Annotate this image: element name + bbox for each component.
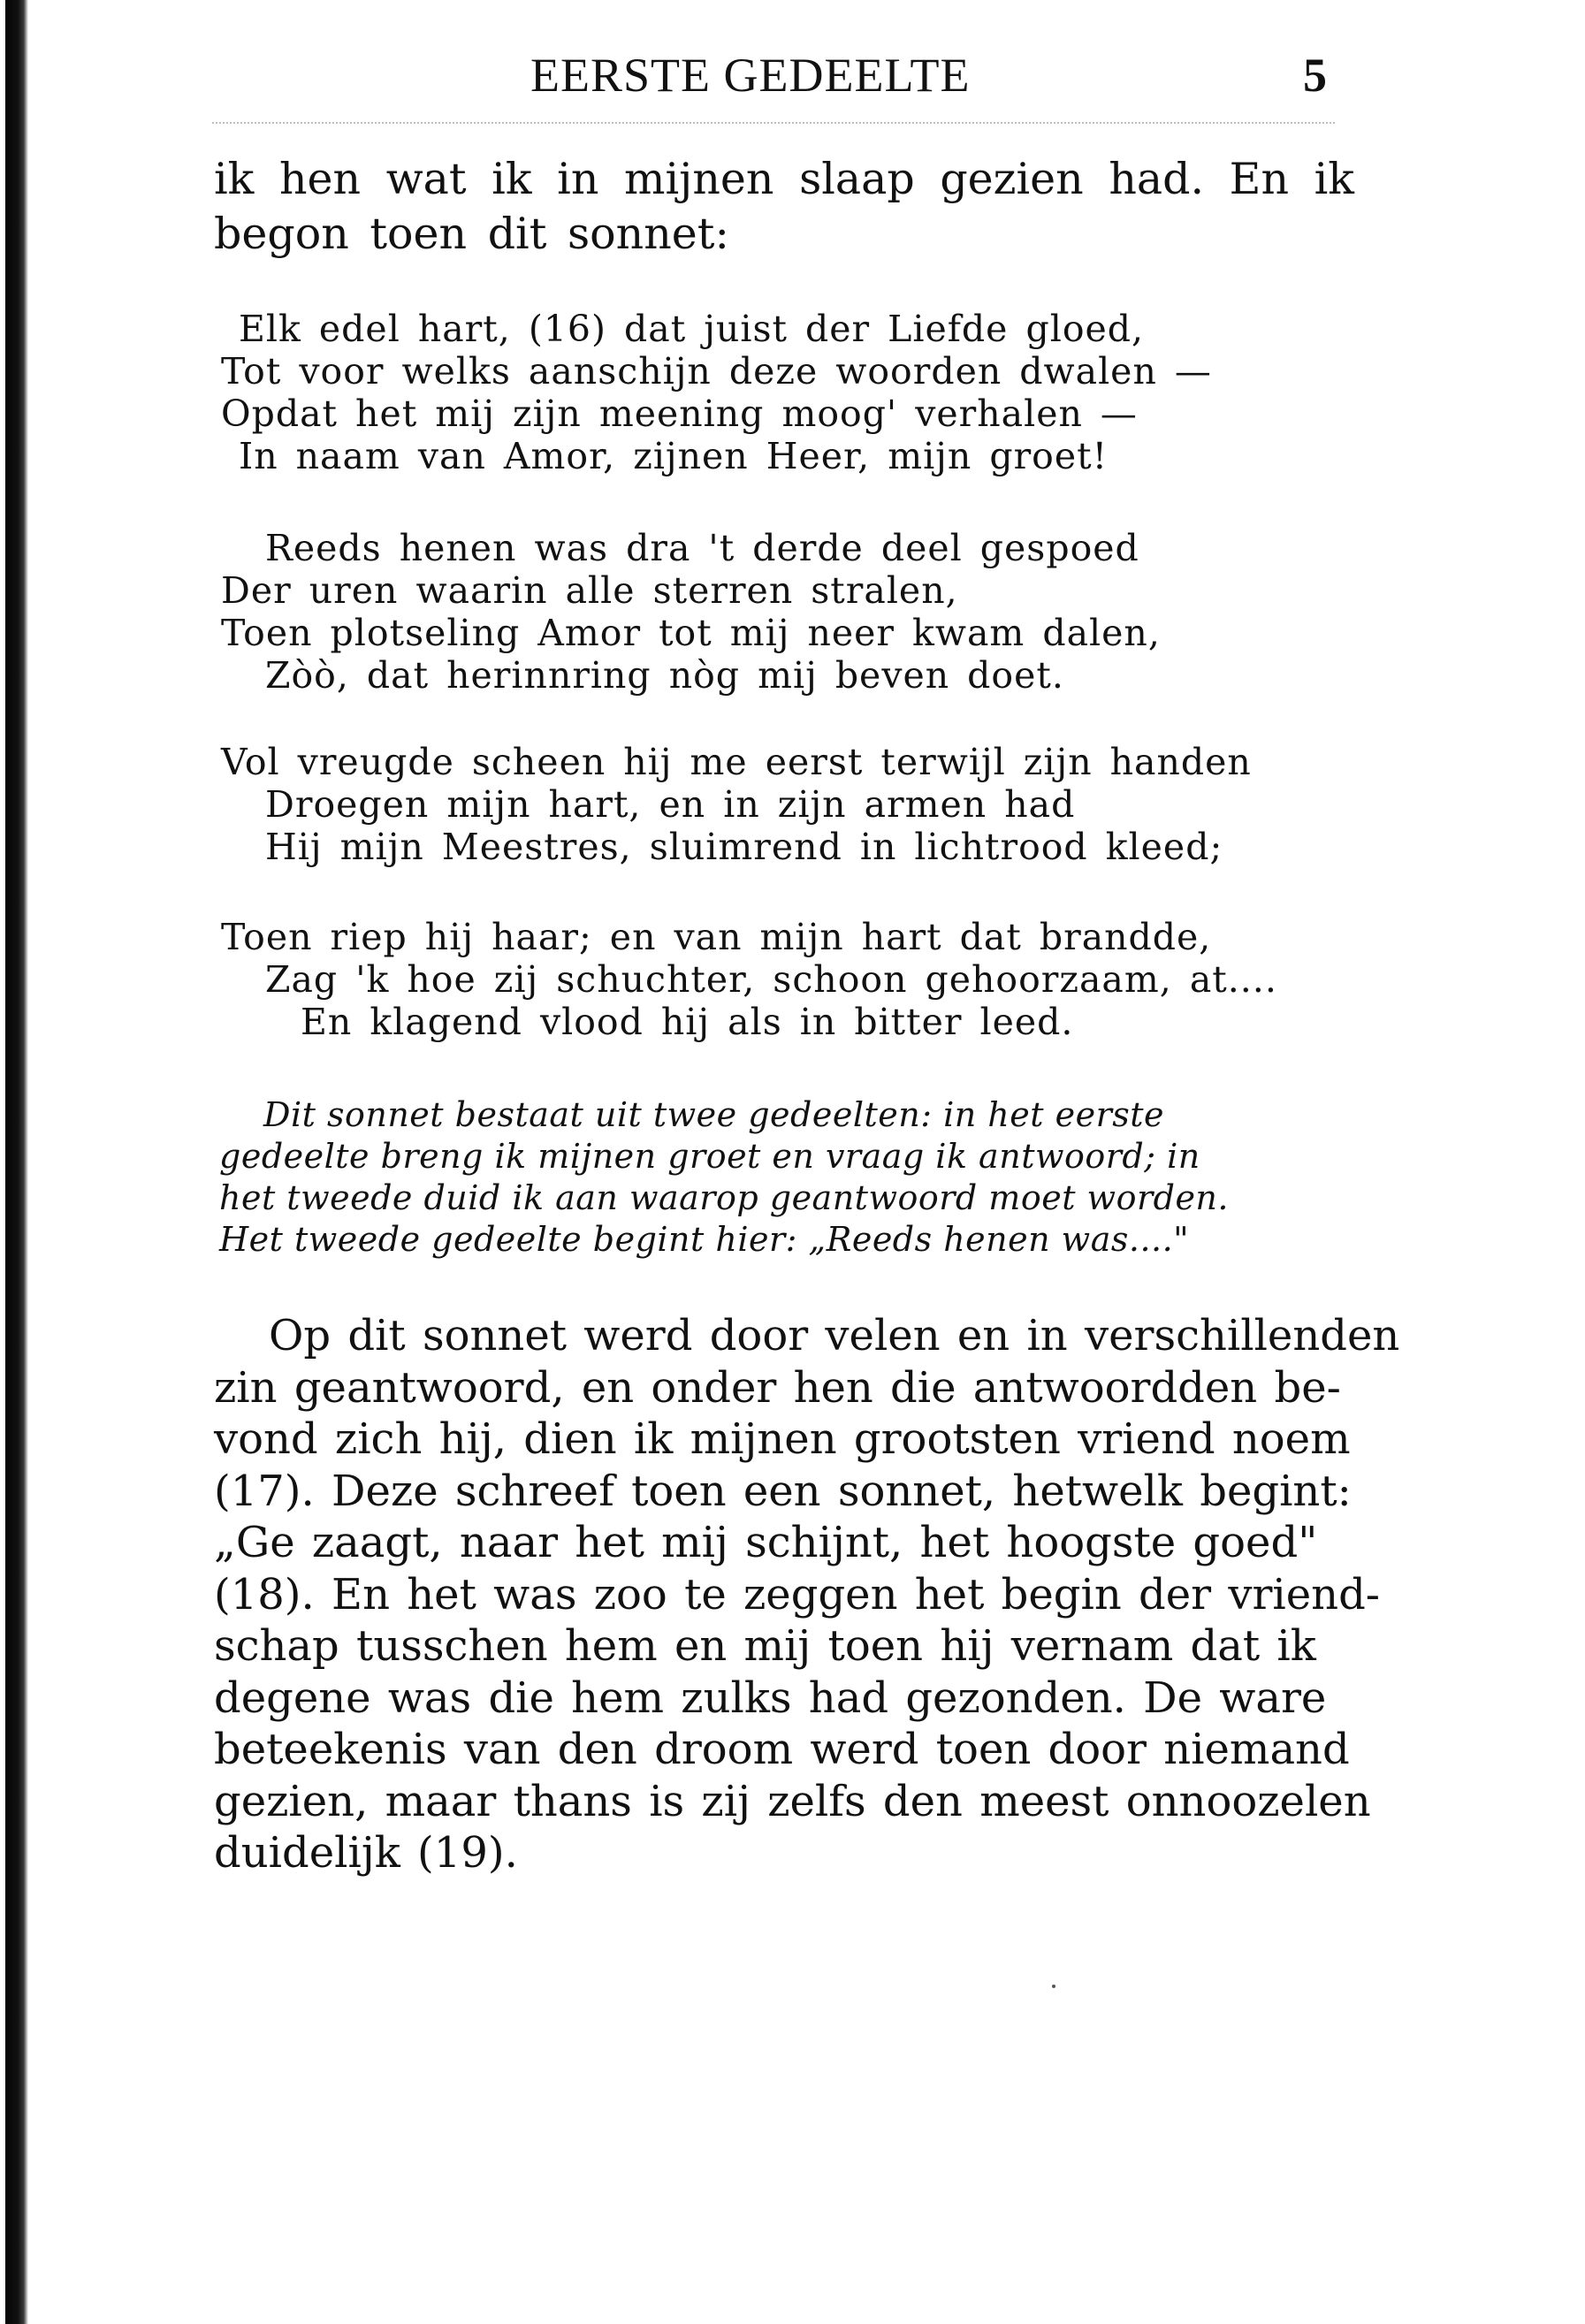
- text-line: zin geantwoord, en onder hen die antwoordden be-: [214, 1362, 1341, 1413]
- text-line: „Ge zaagt, naar het mij schijnt, het hoogste goed": [214, 1518, 1318, 1567]
- verse-line: Elk edel hart, (16) dat juist der Liefde gloed,: [239, 308, 1145, 350]
- text-line: degene was die hem zulks had gezonden. De ware: [214, 1673, 1327, 1723]
- text-line: vond zich hij, dien ik mijnen grootsten vriend noem: [214, 1414, 1351, 1464]
- verse-line: Hij mijn Meestres, sluimrend in lichtrood kleed;: [265, 826, 1223, 868]
- commentary-paragraph: [219, 1094, 1333, 1261]
- main-paragraph: [214, 1310, 1400, 1879]
- page-number: 5: [1303, 49, 1327, 102]
- sonnet-stanza-1: [221, 308, 1212, 477]
- running-header: EERSTE GEDEELTE: [530, 49, 971, 102]
- text-line: begon toen dit sonnet:: [214, 209, 729, 259]
- verse-line: Droegen mijn hart, en in zijn armen had: [265, 783, 1076, 826]
- commentary-line: gedeelte breng ik mijnen groet en vraag ik antwoord; in: [219, 1137, 1200, 1176]
- verse-line: Opdat het mij zijn meening moog' verhalen —: [221, 392, 1138, 435]
- verse-line: Der uren waarin alle sterren stralen,: [221, 569, 958, 612]
- text-line: Op dit sonnet werd door velen en in verschillenden: [269, 1311, 1400, 1360]
- header-rule: [212, 122, 1335, 124]
- sonnet-stanza-3: [221, 741, 1252, 868]
- text-line: gezien, maar thans is zij zelfs den meest onnoozelen: [214, 1776, 1371, 1826]
- text-line: beteekenis van den droom werd toen door niemand: [214, 1725, 1350, 1774]
- verse-line: En klagend vlood hij als in bitter leed.: [301, 1001, 1074, 1043]
- commentary-line: het tweede duid ik aan waarop geantwoord moet worden.: [219, 1178, 1229, 1217]
- commentary-line: Dit sonnet bestaat uit twee gedeelten: in het eerste: [263, 1095, 1165, 1134]
- print-speck: [1052, 1985, 1055, 1988]
- verse-line: Zag 'k hoe zij schuchter, schoon gehoorzaam, at....: [265, 958, 1277, 1001]
- verse-line: Toen riep hij haar; en van mijn hart dat brandde,: [221, 916, 1212, 958]
- commentary-line: Het tweede gedeelte begint hier: „Reeds henen was....": [219, 1220, 1190, 1259]
- text-line: schap tusschen hem en mij toen hij vernam dat ik: [214, 1621, 1316, 1671]
- text-line: (18). En het was zoo te zeggen het begin der vriend-: [214, 1569, 1381, 1619]
- verse-line: Vol vreugde scheen hij me eerst terwijl zijn handen: [221, 741, 1252, 783]
- text-line: ik hen wat ik in mijnen slaap gezien had. En ik: [214, 154, 1354, 204]
- sonnet-stanza-4: [221, 916, 1277, 1043]
- verse-line: In naam van Amor, zijnen Heer, mijn groet!: [239, 435, 1109, 477]
- intro-paragraph: [214, 152, 1354, 262]
- verse-line: Toen plotseling Amor tot mij neer kwam dalen,: [221, 612, 1161, 654]
- verse-line: Reeds henen was dra 't derde deel gespoed: [265, 527, 1139, 569]
- text-line: duidelijk (19).: [214, 1828, 518, 1878]
- verse-line: Zòò, dat herinnring nòg mij beven doet.: [265, 654, 1064, 697]
- text-line: (17). Deze schreef toen een sonnet, hetwelk begint:: [214, 1466, 1352, 1516]
- verse-line: Tot voor welks aanschijn deze woorden dwalen —: [221, 350, 1212, 392]
- sonnet-stanza-2: [221, 527, 1161, 697]
